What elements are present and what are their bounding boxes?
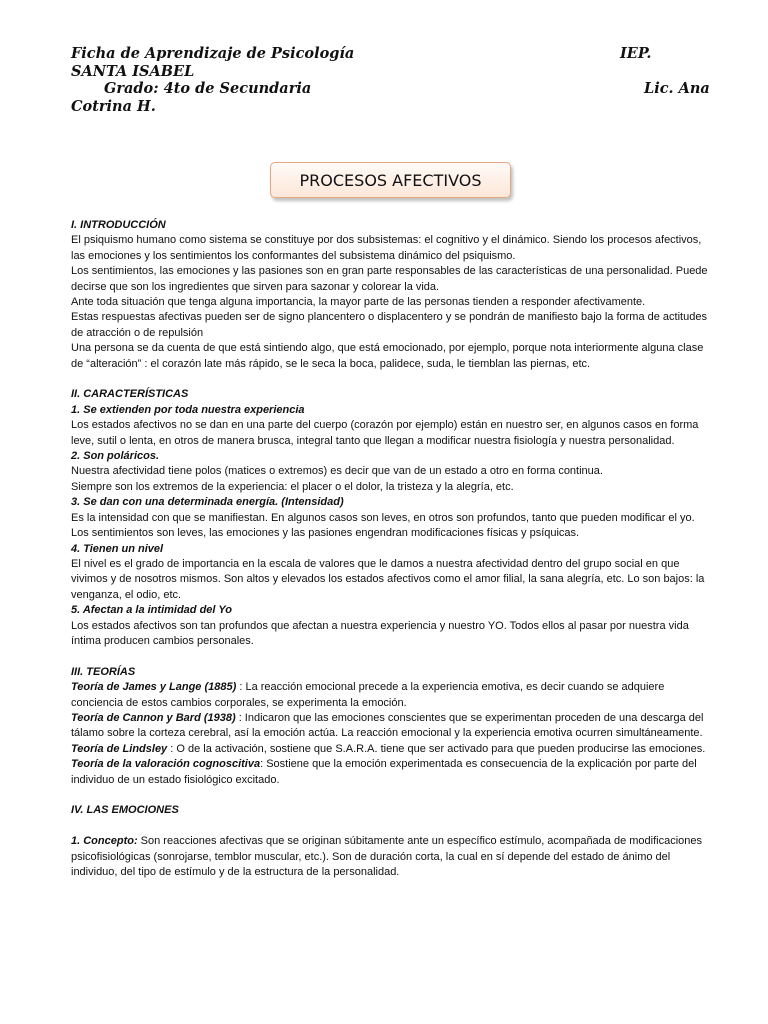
header-school-prefix: IEP. xyxy=(620,45,652,62)
paragraph: Los estados afectivos no se dan en una parte del cuerpo (corazón por ejemplo) están en nuestro ser, en algunos casos en forma leve, sutil o lenta, en otros de manera brusca, integral tanto que llegan a modificar nuestra fisiología y nuestra personalidad. xyxy=(71,419,699,447)
paragraph: Los estados afectivos son tan profundos que afectan a nuestra experiencia y nuestro YO. Todos ellos al pasar por nuestra vida íntima producen cambios personales. xyxy=(71,619,689,647)
theory-name: Teoría de James y Lange (1885) xyxy=(71,681,237,694)
document-body xyxy=(71,218,711,880)
header-course-title: Ficha de Aprendizaje de Psicología xyxy=(71,45,355,62)
paragraph: Nuestra afectividad tiene polos (matices o extremos) es decir que van de un estado a otro en forma continua. xyxy=(71,465,603,478)
header-grade: Grado: 4to de Secundaria xyxy=(104,80,312,97)
header-school-name: SANTA ISABEL xyxy=(71,62,195,80)
concept-label: 1. Concepto: xyxy=(71,835,138,848)
theory-paragraph xyxy=(71,680,711,711)
document-header xyxy=(71,45,711,115)
paragraph: Una persona se da cuenta de que está sintiendo algo, que está emocionado, por ejemplo, porque nota interiormente alguna clase de “alteración” : el corazón late más rápido, se le seca la boca, palidece, suda, le tiemblan las piernas, etc. xyxy=(71,342,704,370)
paragraph: Siempre son los extremos de la experiencia: el placer o el dolor, la tristeza y la alegría, etc. xyxy=(71,480,514,493)
paragraph: El nivel es el grado de importancia en la escala de valores que le damos a nuestra afectividad dentro del grupo social en que vivimos y de nosotros mismos. Son altos y elevados los estados afectivos como el amor filial, la sana alegría, etc. Lo son bajos: la venganza, el odio, etc. xyxy=(71,557,705,601)
header-teacher-prefix: Lic. Ana xyxy=(644,80,710,97)
paragraph: Es la intensidad con que se manifiestan. En algunos casos son leves, en otros son profundos, tanto que pueden modificar el yo. Los sentimientos son leves, las emociones y las pasiones engendran modificaciones físicas y psíquicas. xyxy=(71,511,695,540)
theory-paragraph xyxy=(71,742,711,757)
theory-name: Teoría de la valoración cognoscitiva xyxy=(71,758,261,771)
theory-paragraph xyxy=(71,711,711,742)
section-heading-intro: I. INTRODUCCIÓN xyxy=(71,219,166,231)
paragraph: Ante toda situación que tenga alguna importancia, la mayor parte de las personas tienden a responder afectivamente. xyxy=(71,296,646,309)
theory-paragraph xyxy=(71,757,711,788)
page-title: PROCESOS AFECTIVOS xyxy=(299,170,482,190)
section-heading-theories: III. TEORÍAS xyxy=(71,665,136,678)
theory-text: : Indicaron que las emociones conscientes que se experimentan proceden de una descarga del tálamo sobre la corteza cerebral, así la emoción actúa. La reacción emocional y la experiencia emotiva ocurren simultáneamente. xyxy=(71,711,704,740)
concept-paragraph xyxy=(71,834,711,880)
page-title-box xyxy=(270,162,511,198)
subheading: 5. Afectan a la intimidad del Yo xyxy=(71,604,232,617)
subheading: 3. Se dan con una determinada energía. (Intensidad) xyxy=(71,496,344,509)
section-heading-characteristics: II. CARACTERÍSTICAS xyxy=(71,388,189,401)
header-teacher-name: Cotrina H. xyxy=(71,97,156,115)
paragraph: El psiquismo humano como sistema se constituye por dos subsistemas: el cognitivo y el dinámico. Siendo los procesos afectivos, las emociones y los sentimientos los conformantes del subsistema dinámico del psiquismo. xyxy=(71,234,702,262)
theory-name: Teoría de Lindsley xyxy=(71,742,168,755)
subheading: 4. Tienen un nivel xyxy=(71,542,164,555)
subheading: 1. Se extienden por toda nuestra experiencia xyxy=(71,403,305,416)
paragraph: Los sentimientos, las emociones y las pasiones son en gran parte responsables de las características de una personalidad. Puede decirse que son los ingredientes que sirven para sazonar y colorear la vida. xyxy=(71,265,708,293)
concept-text: Son reacciones afectivas que se originan súbitamente ante un específico estímulo, acompañada de modificaciones psicofisiológicas (sonrojarse, temblor muscular, etc.). Son de duración corta, la cual en sí depende del estado de ánimo del individuo, del tipo de estímulo y de la estructura de la personalidad. xyxy=(71,835,703,878)
theory-name: Teoría de Cannon y Bard (1938) xyxy=(71,711,236,724)
section-heading-emotions: IV. LAS EMOCIONES xyxy=(71,804,179,817)
theory-text: : La reacción emocional precede a la experiencia emotiva, es decir cuando se adquiere conciencia de estos cambios corporales, se experimenta la emoción. xyxy=(71,681,665,709)
paragraph: Estas respuestas afectivas pueden ser de signo plancentero o displacentero y se pondrán de manifiesto bajo la forma de actitudes de atracción o de repulsión xyxy=(71,311,707,339)
theory-text: : O de la activación, sostiene que S.A.R.A. tiene que ser activado para que pueden producirse las emociones. xyxy=(167,742,706,755)
subheading: 2. Son poláricos. xyxy=(71,450,160,463)
theory-text: : Sostiene que la emoción experimentada es consecuencia de la explicación por parte del individuo de un estado fisiológico excitado. xyxy=(71,758,697,786)
